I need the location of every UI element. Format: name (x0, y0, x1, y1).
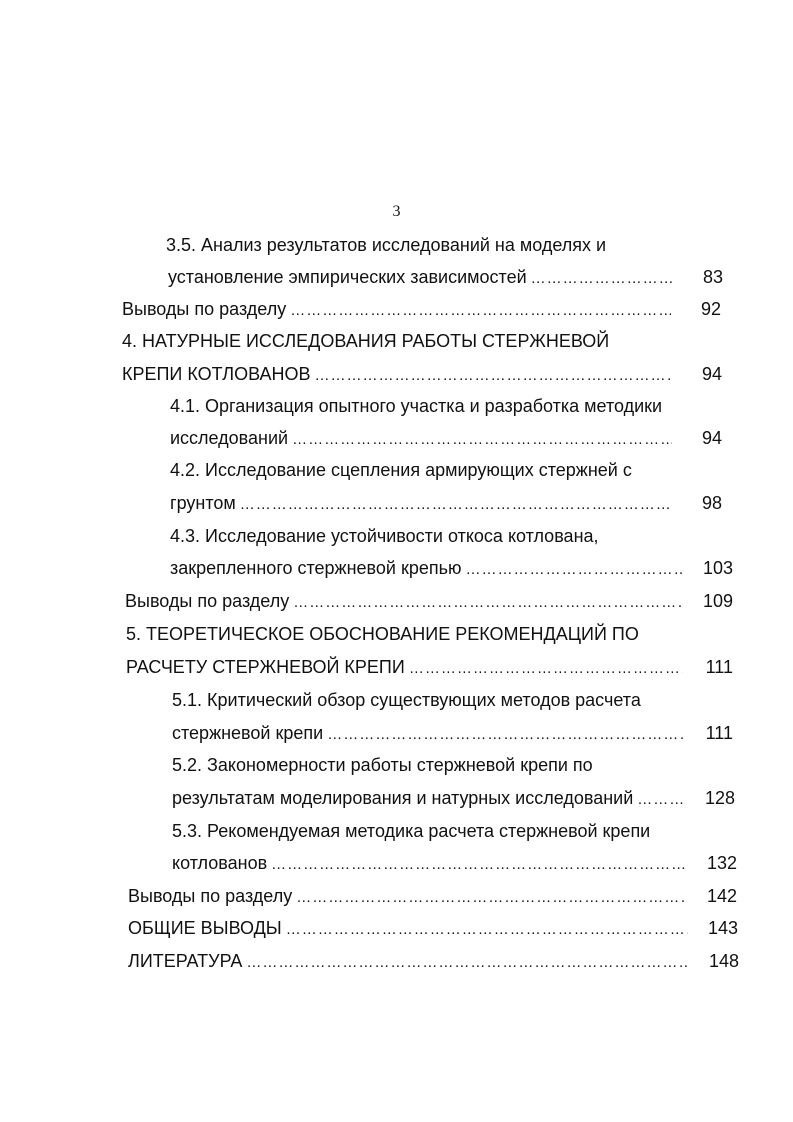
toc-entry-title: Выводы по разделу (125, 591, 290, 611)
toc-entry-5-2-title-cont: результатам моделирования и натурных исследований (172, 788, 634, 808)
toc-entry-chapter5-conclusions (128, 882, 737, 910)
toc-entry-4-1 (170, 424, 722, 452)
toc-chapter-4-title: 4. НАТУРНЫЕ ИССЛЕДОВАНИЯ РАБОТЫ СТЕРЖНЕВОЙ (122, 331, 610, 351)
toc-entry-page: 143 (707, 918, 738, 938)
toc-entry-5-2-title: 5.2. Закономерности работы стержневой крепи по (172, 755, 593, 775)
toc-entry-3-5 (168, 263, 723, 291)
toc-entry-chapter3-conclusions (122, 295, 721, 323)
toc-entry-4-3-title-cont: закрепленного стержневой крепью (170, 558, 462, 578)
toc-entry-4-3 (170, 554, 733, 582)
dot-leader (292, 426, 672, 454)
toc-entry-3-5-title: 3.5. Анализ результатов исследований на моделях и (166, 235, 607, 255)
dot-leader (531, 265, 673, 293)
toc-entry-5-3-title: 5.3. Рекомендуемая методика расчета стержневой крепи (172, 821, 651, 841)
toc-chapter-5-title: 5. ТЕОРЕТИЧЕСКОЕ ОБОСНОВАНИЕ РЕКОМЕНДАЦИЙ ПО (126, 624, 639, 644)
toc-entry-5-3-title-cont: котлованов (172, 853, 268, 873)
toc-entry-general-conclusions (128, 914, 738, 942)
dot-leader (293, 589, 683, 617)
toc-entry-title: Выводы по разделу (122, 299, 287, 319)
toc-entry-4-1-title: 4.1. Организация опытного участка и разработка методики (170, 396, 663, 416)
toc-entry-page: 148 (708, 951, 739, 971)
toc-entry-page: 109 (702, 591, 733, 611)
toc-entry-4-2-page: 98 (701, 493, 722, 513)
toc-entry-5-1-title-cont: стержневой крепи (172, 723, 324, 743)
dot-leader (246, 949, 689, 977)
toc-chapter-5-page: 111 (705, 657, 733, 677)
dot-leader (286, 916, 688, 944)
toc-entry-3-5-title-cont: установление эмпирических зависимостей (168, 267, 527, 287)
toc-entry-5-2 (172, 784, 735, 812)
toc-entry-3-5-page: 83 (702, 267, 723, 287)
dot-leader (637, 786, 685, 814)
toc-entry-title: Выводы по разделу (128, 886, 293, 906)
toc-chapter-4-title-cont: КРЕПИ КОТЛОВАНОВ (122, 364, 311, 384)
toc-entry-5-1-page: 111 (705, 723, 733, 743)
toc-entry-5-1 (172, 719, 733, 747)
toc-entry-4-2-title: 4.2. Исследование сцепления армирующих стержней с (170, 460, 632, 480)
toc-entry-5-3-page: 132 (706, 853, 737, 873)
toc-entry-4-1-page: 94 (701, 428, 722, 448)
toc-entry-5-1-title: 5.1. Критический обзор существующих методов расчета (172, 690, 641, 710)
toc-entry-4-3-title: 4.3. Исследование устойчивости откоса котлована, (170, 526, 599, 546)
toc-entry-literature (128, 947, 739, 975)
toc-entry-page: 92 (700, 299, 721, 319)
toc-entry-4-1-title-cont: исследований (170, 428, 289, 448)
toc-entry-5-2-page: 128 (704, 788, 735, 808)
toc-entry-title: ОБЩИЕ ВЫВОДЫ (128, 918, 282, 938)
toc-entry-chapter4-conclusions (125, 587, 733, 615)
toc-entry-page: 142 (706, 886, 737, 906)
dot-leader (466, 556, 684, 584)
toc-entry-4-2-title-cont: грунтом (170, 493, 236, 513)
dot-leader (240, 491, 672, 519)
toc-entry-5-3 (172, 849, 737, 877)
dot-leader (290, 297, 671, 325)
dot-leader (327, 721, 683, 749)
dot-leader (271, 851, 687, 879)
page-number: 3 (392, 203, 401, 220)
toc-entry-4-3-page: 103 (702, 558, 733, 578)
toc-chapter-5 (126, 653, 733, 681)
dot-leader (409, 655, 683, 683)
toc-chapter-5-title-cont: РАСЧЕТУ СТЕРЖНЕВОЙ КРЕПИ (126, 657, 405, 677)
toc-entry-title: ЛИТЕРАТУРА (128, 951, 243, 971)
toc-chapter-4 (122, 360, 722, 388)
toc-entry-4-2 (170, 489, 722, 517)
toc-chapter-4-page: 94 (701, 364, 722, 384)
dot-leader (315, 362, 673, 390)
dot-leader (296, 884, 687, 912)
